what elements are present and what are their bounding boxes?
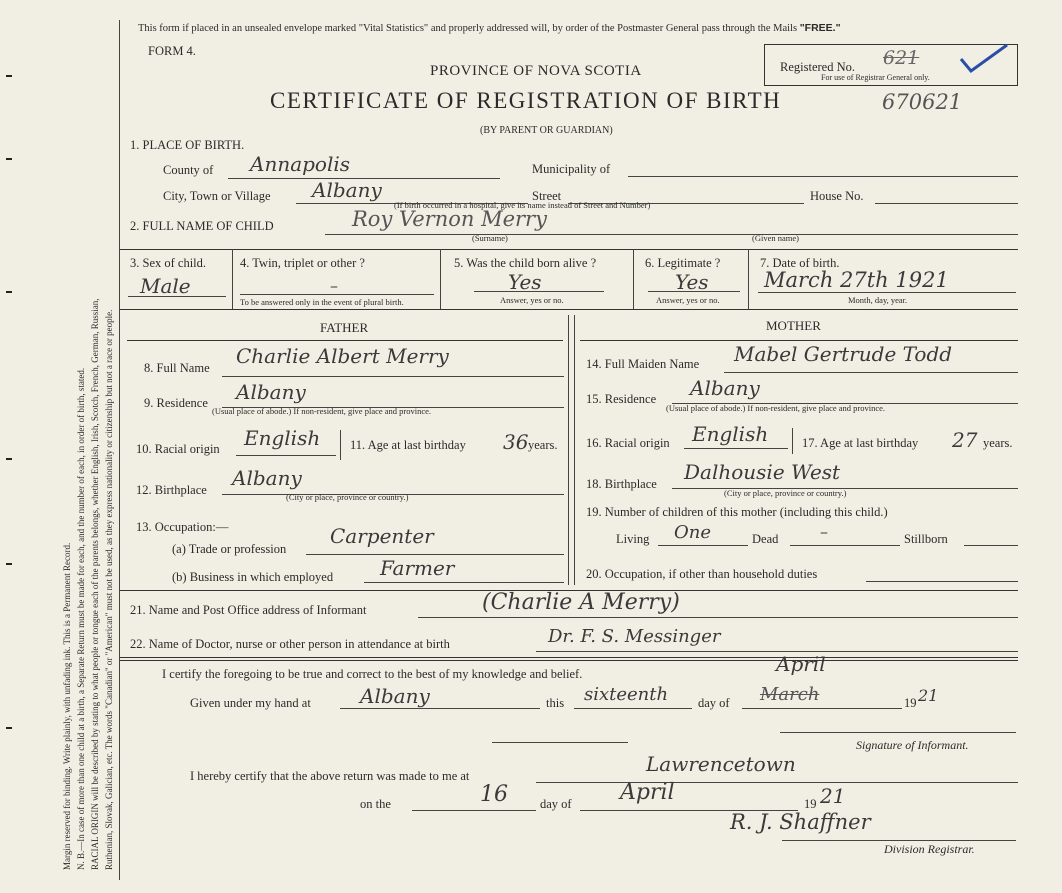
father-trade-label: (a) Trade or profession xyxy=(172,542,287,556)
mother-age-label: 17. Age at last birthday xyxy=(802,436,919,450)
twin-value: – xyxy=(330,276,338,295)
on-day-value: 16 xyxy=(480,782,508,807)
signature-caption: Signature of Informant. xyxy=(856,738,969,752)
registration-number-stamp: 670621 xyxy=(882,90,963,114)
certificate-title: CERTIFICATE OF REGISTRATION OF BIRTH xyxy=(270,88,782,113)
on-month-value: April xyxy=(620,780,675,805)
registered-label: Registered No. xyxy=(780,60,855,74)
legitimate-label: 6. Legitimate ? xyxy=(645,256,721,270)
postal-note: This form if placed in an unsealed envelope marked "Vital Statistics" and properly addressed will, by order of the Postmaster General pass through the Mails "FREE." xyxy=(138,22,841,34)
mother-birthplace-label: 18. Birthplace xyxy=(586,477,657,491)
mother-residence-value: Albany xyxy=(690,376,760,400)
father-years-label: years. xyxy=(528,438,558,452)
father-business-label: (b) Business in which employed xyxy=(172,570,334,584)
father-birthplace-label: 12. Birthplace xyxy=(136,483,207,497)
mother-racial-label: 16. Racial origin xyxy=(586,436,670,450)
given-place-value: Albany xyxy=(360,684,430,708)
registered-value: 621 xyxy=(883,47,920,69)
mother-birthplace-value: Dalhousie West xyxy=(684,460,841,484)
surname-caption: (Surname) xyxy=(472,233,508,243)
day-value: sixteenth xyxy=(584,684,669,705)
binding-mark xyxy=(6,158,12,160)
father-age-label: 11. Age at last birthday xyxy=(350,438,466,452)
binding-mark xyxy=(6,563,12,565)
month-correction: April xyxy=(776,652,826,676)
municipality-label: Municipality of xyxy=(532,162,611,176)
father-trade-value: Carpenter xyxy=(330,524,434,548)
mother-residence-label: 15. Residence xyxy=(586,392,657,406)
father-business-value: Farmer xyxy=(380,556,455,580)
informant-label: 21. Name and Post Office address of Informant xyxy=(130,603,367,617)
county-value: Annapolis xyxy=(250,152,351,176)
father-name-label: 8. Full Name xyxy=(144,361,210,375)
this-label: this xyxy=(546,696,565,710)
county-label: County of xyxy=(163,163,214,177)
alive-label: 5. Was the child born alive ? xyxy=(454,256,597,270)
city-value: Albany xyxy=(312,178,382,202)
legitimate-value: Yes xyxy=(675,270,709,294)
binding-mark xyxy=(6,291,12,293)
father-birthplace-value: Albany xyxy=(232,466,302,490)
registrar-place-value: Lawrencetown xyxy=(646,752,796,776)
dob-note: Month, day, year. xyxy=(848,295,908,305)
margin-note-binding: Margin reserved for binding. Write plainly, with unfading ink. This is a Permanent Record. xyxy=(62,542,72,870)
street-label: Street xyxy=(532,189,562,203)
page-border-left xyxy=(119,20,120,880)
alive-value: Yes xyxy=(508,270,542,294)
father-heading: FATHER xyxy=(320,320,369,335)
mother-name-value: Mabel Gertrude Todd xyxy=(734,342,953,366)
legitimate-note: Answer, yes or no. xyxy=(656,295,720,305)
binding-mark xyxy=(6,727,12,729)
dob-value: March 27th 1921 xyxy=(764,268,949,292)
house-label: House No. xyxy=(810,189,864,203)
mother-occupation-label: 20. Occupation, if other than household duties xyxy=(586,567,818,581)
province-title: PROVINCE OF NOVA SCOTIA xyxy=(430,63,642,79)
father-racial-label: 10. Racial origin xyxy=(136,442,220,456)
check-mark-icon xyxy=(955,41,1015,75)
child-name-value: Roy Vernon Merry xyxy=(352,207,547,231)
month-struck: March xyxy=(760,684,820,705)
on-year-suffix: 21 xyxy=(820,784,846,808)
father-name-value: Charlie Albert Merry xyxy=(236,344,449,368)
mother-heading: MOTHER xyxy=(766,318,821,333)
on-day-of-label: day of xyxy=(540,797,572,811)
dead-value: – xyxy=(820,522,828,541)
mother-name-label: 14. Full Maiden Name xyxy=(586,357,700,371)
stillborn-label: Stillborn xyxy=(904,532,948,546)
on-year-prefix: 19 xyxy=(804,797,817,811)
mother-birthplace-note: (City or place, province or country.) xyxy=(724,488,847,498)
registrar-box xyxy=(764,44,1018,86)
mother-age-value: 27 xyxy=(952,428,978,452)
year-suffix: 21 xyxy=(918,686,939,705)
father-residence-note: (Usual place of abode.) If non-resident, give place and province. xyxy=(212,406,432,416)
registrar-signature: R. J. Shaffner xyxy=(730,810,871,834)
mother-residence-note: (Usual place of abode.) If non-resident, give place and province. xyxy=(666,403,886,413)
given-label: Given under my hand at xyxy=(190,696,311,710)
hospital-note: (If birth occurred in a hospital, give its name instead of Street and Number) xyxy=(394,200,651,210)
doctor-value: Dr. F. S. Messinger xyxy=(548,626,721,647)
year-prefix: 19 xyxy=(904,696,917,710)
informant-value: (Charlie A Merry) xyxy=(482,590,680,615)
sex-label: 3. Sex of child. xyxy=(130,256,207,270)
alive-note: Answer, yes or no. xyxy=(500,295,564,305)
place-of-birth-label: 1. PLACE OF BIRTH. xyxy=(130,138,245,152)
father-residence-value: Albany xyxy=(236,380,306,404)
margin-note-racial-cont: Ruthenian, Slovak, Galician, etc. The words "Canadian" or "American" must not be used, as they express nationality or citizenship but not a race or people. xyxy=(104,309,114,870)
father-age-value: 36 xyxy=(503,430,529,454)
mother-years-label: years. xyxy=(983,436,1013,450)
binding-mark xyxy=(6,458,12,460)
registrar-caption: Division Registrar. xyxy=(884,842,975,856)
city-label: City, Town or Village xyxy=(163,189,271,203)
father-occupation-label: 13. Occupation:— xyxy=(136,520,229,534)
child-name-label: 2. FULL NAME OF CHILD xyxy=(130,219,274,233)
doctor-label: 22. Name of Doctor, nurse or other person in attendance at birth xyxy=(130,637,450,651)
mother-children-label: 19. Number of children of this mother (including this child.) xyxy=(586,505,888,519)
sex-value: Male xyxy=(140,274,191,298)
dob-label: 7. Date of birth. xyxy=(760,256,840,270)
given-name-caption: (Given name) xyxy=(752,233,799,243)
certify-statement: I certify the foregoing to be true and correct to the best of my knowledge and belief. xyxy=(162,667,583,681)
living-value: One xyxy=(674,522,712,543)
on-the-label: on the xyxy=(360,797,391,811)
day-of-label: day of xyxy=(698,696,730,710)
father-residence-label: 9. Residence xyxy=(144,396,208,410)
margin-note-multiple: N. B.—In case of more than one child at a birth, a Separate Return must be made for each, and the number of each, in order of birth, stated. xyxy=(76,367,86,870)
form-number: FORM 4. xyxy=(148,44,196,58)
father-racial-value: English xyxy=(244,426,321,450)
twin-note: To be answered only in the event of plural birth. xyxy=(240,297,404,307)
registrar-note: For use of Registrar General only. xyxy=(821,73,930,82)
binding-mark xyxy=(6,75,12,77)
margin-note-racial: RACIAL ORIGIN will be described by stating to what people or tongue each of the parents belongs, whether English, Irish, Scotch, French, German, Russian, xyxy=(90,298,100,870)
certificate-subtitle: (BY PARENT OR GUARDIAN) xyxy=(480,125,613,136)
registrar-statement: I hereby certify that the above return was made to me at xyxy=(190,769,470,783)
twin-label: 4. Twin, triplet or other ? xyxy=(240,256,365,270)
living-label: Living xyxy=(616,532,650,546)
mother-racial-value: English xyxy=(692,422,769,446)
father-birthplace-note: (City or place, province or country.) xyxy=(286,492,409,502)
dead-label: Dead xyxy=(752,532,779,546)
